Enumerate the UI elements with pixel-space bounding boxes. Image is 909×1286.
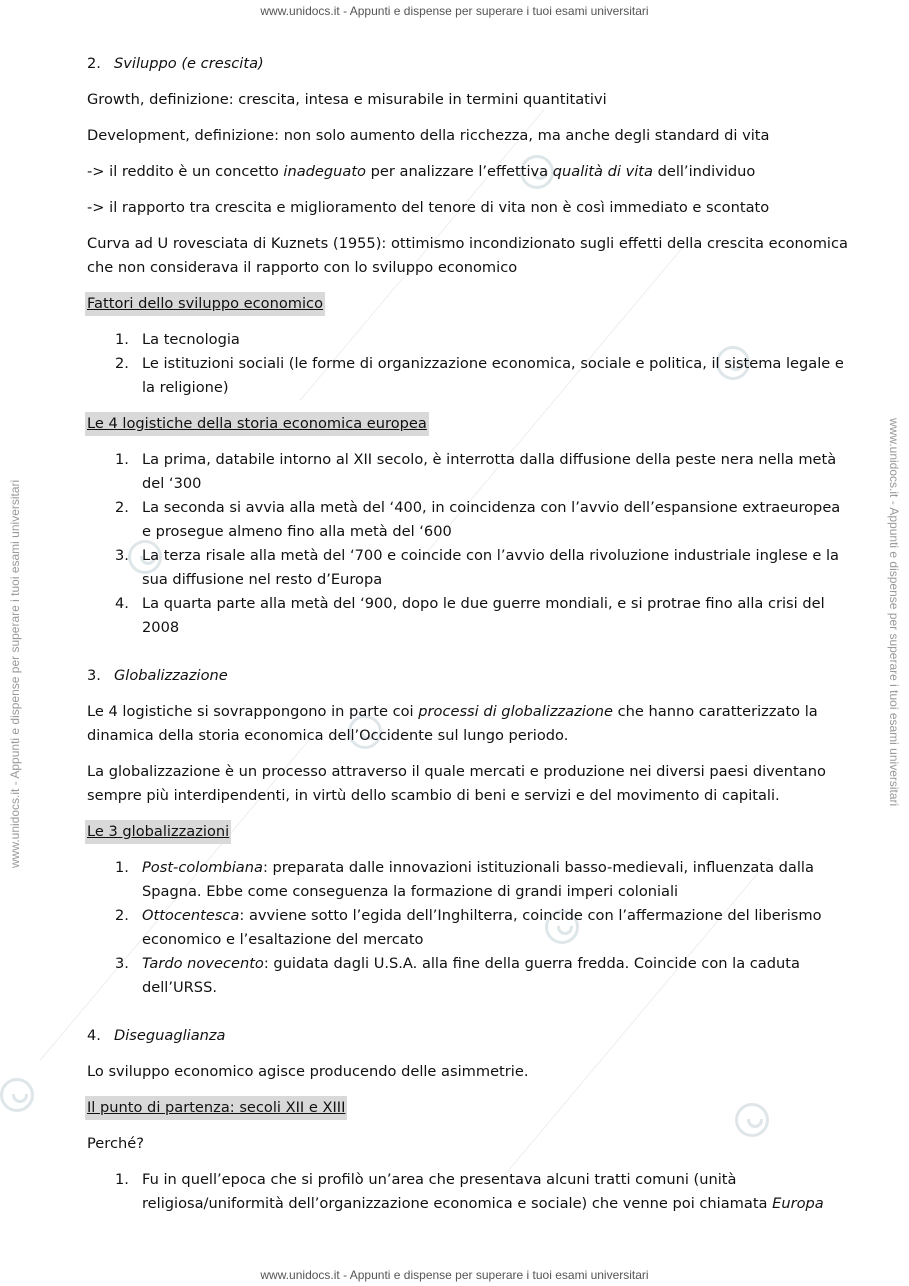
- section-number: 3.: [87, 667, 101, 684]
- list-fattori: [87, 328, 852, 400]
- list-globalizzazioni: [87, 856, 852, 1000]
- list-text: La seconda si avvia alla metà del ‘400, in coincidenza con l’avvio dell’espansione extraeuropea e prosegue almeno fino alla metà del ‘600: [142, 499, 841, 540]
- list-text: : preparata dalle innovazioni istituzionali basso-medievali, influenzata dalla Spagna. Ebbe come conseguenza la formazione di grandi imperi coloniali: [142, 859, 814, 900]
- section-heading-globalizzazione: [87, 664, 852, 688]
- spacer: [87, 1000, 852, 1024]
- list-text: La prima, databile intorno al XII secolo, è interrotta dalla diffusione della peste nera nella metà del ‘300: [142, 451, 837, 492]
- paragraph-definizione-globalizzazione: La globalizzazione è un processo attraverso il quale mercati e produzione nei diversi paesi diventano sempre più interdipendenti, in virtù dello scambio di beni e servizi e del movimento di capitali.: [87, 763, 826, 804]
- section-number: 4.: [87, 1027, 101, 1044]
- heading-fattori-wrap: [87, 292, 852, 328]
- list-item: [87, 496, 852, 544]
- list-text: La quarta parte alla metà del ‘900, dopo le due guerre mondiali, e si protrae fino alla crisi del 2008: [142, 595, 825, 636]
- list-item: [87, 952, 852, 1000]
- list-term: Tardo novecento: [142, 955, 264, 972]
- section-heading-diseguaglianza: [87, 1024, 852, 1048]
- spacer: [87, 640, 852, 664]
- paragraph-asimmetrie: Lo sviluppo economico agisce producendo delle asimmetrie.: [87, 1063, 529, 1080]
- text-run: -> il reddito è un concetto: [87, 163, 284, 180]
- paragraph-growth: Growth, definizione: crescita, intesa e misurabile in termini quantitativi: [87, 91, 607, 108]
- watermark-side-left: www.unidocs.it - Appunti e dispense per superare i tuoi esami universitari: [8, 479, 22, 868]
- subheading-logistiche: Le 4 logistiche della storia economica europea: [85, 412, 429, 436]
- list-text: : avviene sotto l’egida dell’Inghilterra, coincide con l’affermazione del liberismo economico e l’esaltazione del mercato: [142, 907, 822, 948]
- list-text: Fu in quell’epoca che si profilò un’area che presentava alcuni tratti comuni (unità religiosa/uniformità dell’organizzazione economica e sociale) che venne poi chiamata: [142, 1171, 773, 1212]
- list-number: 1.: [115, 451, 129, 468]
- section-heading-sviluppo: [87, 52, 852, 76]
- watermark-footer: www.unidocs.it - Appunti e dispense per superare i tuoi esami universitari: [260, 1268, 649, 1282]
- text-run: per analizzare l’effettiva: [366, 163, 553, 180]
- list-number: 3.: [115, 547, 129, 564]
- text-run-italic: inadeguato: [283, 163, 366, 180]
- list-item: [87, 856, 852, 904]
- list-text-italic: Europa: [772, 1195, 824, 1212]
- text-run-italic: qualità di vita: [552, 163, 653, 180]
- section-title: Diseguaglianza: [114, 1027, 226, 1044]
- list-number: 2.: [115, 499, 129, 516]
- subheading-globalizzazioni: Le 3 globalizzazioni: [85, 820, 231, 844]
- heading-punto-partenza-wrap: [87, 1096, 852, 1132]
- section-number: 2.: [87, 55, 101, 72]
- list-item: [87, 328, 852, 352]
- paragraph-reddito: [87, 160, 852, 184]
- heading-globalizzazioni-wrap: [87, 820, 852, 856]
- heading-logistiche-wrap: [87, 412, 852, 448]
- list-number: 2.: [115, 355, 129, 372]
- list-item: [87, 592, 852, 640]
- subheading-fattori: Fattori dello sviluppo economico: [85, 292, 325, 316]
- text-run: che hanno caratterizzato la dinamica della storia economica dell’Occidente sul lungo periodo.: [87, 703, 818, 744]
- list-punto-partenza: [87, 1168, 852, 1216]
- paragraph-perche: Perché?: [87, 1135, 144, 1152]
- list-item: [87, 448, 852, 496]
- text-run-italic: processi di globalizzazione: [418, 703, 613, 720]
- paragraph-rapporto: -> il rapporto tra crescita e miglioramento del tenore di vita non è così immediato e scontato: [87, 199, 770, 216]
- text-run: Le 4 logistiche si sovrappongono in parte coi: [87, 703, 419, 720]
- list-term: Ottocentesca: [142, 907, 240, 924]
- list-number: 1.: [115, 859, 129, 876]
- list-item: [87, 352, 852, 400]
- document-body: [87, 52, 852, 1228]
- watermark-side-right: www.unidocs.it - Appunti e dispense per superare i tuoi esami universitari: [887, 418, 901, 807]
- watermark-logo-icon: [0, 1078, 34, 1112]
- section-title: Sviluppo (e crescita): [114, 55, 264, 72]
- list-number: 1.: [115, 1171, 129, 1188]
- list-text: La terza risale alla metà del ‘700 e coincide con l’avvio della rivoluzione industriale inglese e la sua diffusione nel resto d’Europa: [142, 547, 839, 588]
- list-number: 2.: [115, 907, 129, 924]
- list-item: [87, 544, 852, 592]
- list-item: [87, 1168, 852, 1216]
- paragraph-development: Development, definizione: non solo aumento della ricchezza, ma anche degli standard di vita: [87, 127, 770, 144]
- list-number: 4.: [115, 595, 129, 612]
- subheading-punto-partenza: Il punto di partenza: secoli XII e XIII: [85, 1096, 347, 1120]
- text-run: dell’individuo: [652, 163, 756, 180]
- paragraph-logistiche-globalizzazione: [87, 700, 852, 748]
- list-number: 3.: [115, 955, 129, 972]
- list-logistiche: [87, 448, 852, 640]
- list-term: Post-colombiana: [142, 859, 263, 876]
- list-item: [87, 904, 852, 952]
- list-number: 1.: [115, 331, 129, 348]
- list-text: La tecnologia: [142, 331, 240, 348]
- section-title: Globalizzazione: [114, 667, 228, 684]
- list-text: : guidata dagli U.S.A. alla fine della guerra fredda. Coincide con la caduta dell’URSS.: [142, 955, 800, 996]
- list-text: Le istituzioni sociali (le forme di organizzazione economica, sociale e politica, il sistema legale e la religione): [142, 355, 844, 396]
- paragraph-kuznets: Curva ad U rovesciata di Kuznets (1955): ottimismo incondizionato sugli effetti della crescita economica che non considerava il rapporto con lo sviluppo economico: [87, 235, 848, 276]
- watermark-header: www.unidocs.it - Appunti e dispense per superare i tuoi esami universitari: [260, 4, 649, 18]
